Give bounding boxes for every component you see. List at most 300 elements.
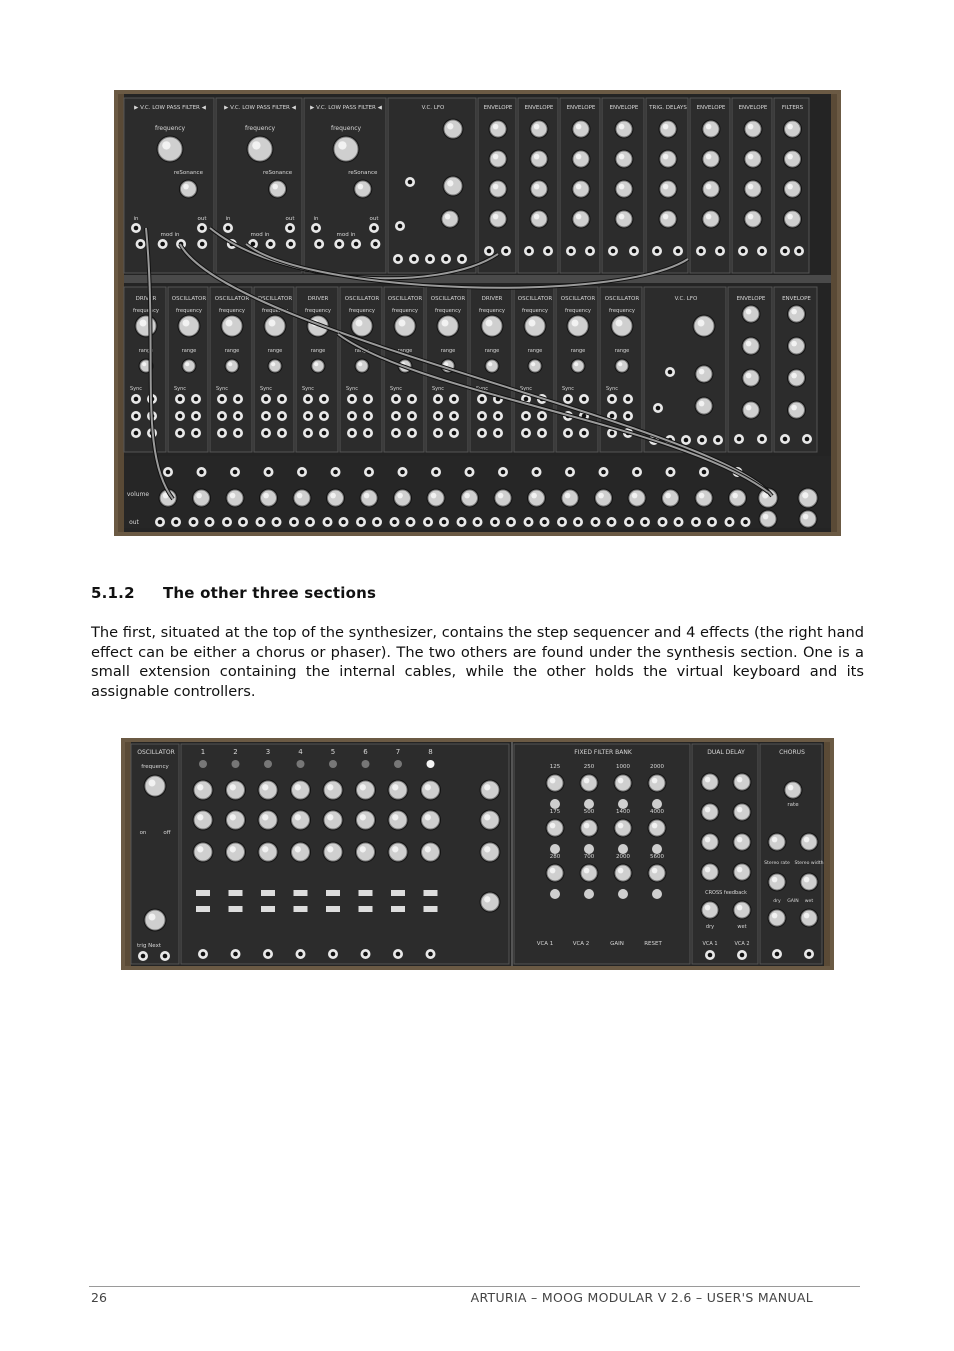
knob-highlight xyxy=(737,867,743,873)
knob-highlight xyxy=(263,493,269,499)
knob xyxy=(615,775,631,791)
knob-highlight xyxy=(230,814,236,820)
knob xyxy=(355,181,371,197)
knob-highlight xyxy=(295,784,301,790)
step-switch xyxy=(261,906,275,912)
knob-highlight xyxy=(705,867,711,873)
jack-hole xyxy=(220,431,225,436)
jack-hole xyxy=(699,249,704,254)
knob-highlight xyxy=(619,184,625,190)
module-title: ▶ V.C. LOW PASS FILTER ◀ xyxy=(310,105,382,111)
knob-highlight xyxy=(360,846,366,852)
knob xyxy=(573,181,589,197)
knob-highlight xyxy=(534,154,540,160)
knob-label: range xyxy=(354,348,370,354)
knob-highlight xyxy=(705,777,711,783)
knob-highlight xyxy=(772,913,778,919)
knob xyxy=(649,775,665,791)
jack-hole xyxy=(504,249,509,254)
knob xyxy=(789,306,805,322)
knob-highlight xyxy=(269,320,276,327)
knob-highlight xyxy=(364,493,370,499)
knob xyxy=(481,893,499,911)
module-title: ENVELOPE xyxy=(736,296,766,302)
row1-module xyxy=(124,98,214,273)
knob xyxy=(801,874,817,890)
knob xyxy=(422,843,440,861)
knob xyxy=(334,137,358,161)
knob-highlight xyxy=(706,154,712,160)
knob-highlight xyxy=(804,913,810,919)
knob xyxy=(227,843,245,861)
jack-hole xyxy=(194,397,199,402)
module-title: TRIG. DELAYS xyxy=(649,105,687,111)
row2-module xyxy=(556,287,598,452)
knob-highlight xyxy=(142,362,146,366)
knob-highlight xyxy=(665,493,671,499)
knob-label: dry xyxy=(773,899,781,904)
knob-highlight xyxy=(534,124,540,130)
footer-rule xyxy=(89,1286,860,1287)
filter-footer-label: VCA 1 xyxy=(536,941,554,947)
knob-label: GAIN xyxy=(787,899,799,904)
band-label: 5600 xyxy=(650,854,664,860)
jack-hole xyxy=(264,414,269,419)
knob xyxy=(145,776,165,796)
jack-hole xyxy=(410,397,415,402)
knob-highlight xyxy=(447,123,453,129)
knob-highlight xyxy=(565,493,571,499)
jack-hole xyxy=(166,470,171,475)
step-led xyxy=(232,760,240,768)
jack-label: out xyxy=(197,216,207,222)
jack-hole xyxy=(236,397,241,402)
band-label: 4000 xyxy=(650,809,664,815)
knob-label: range xyxy=(527,348,543,354)
knob-highlight xyxy=(616,320,623,327)
jack-hole xyxy=(436,414,441,419)
knob-highlight xyxy=(330,493,336,499)
knob-highlight xyxy=(652,868,658,874)
jack-hole xyxy=(266,470,271,475)
jack-label: VCA 1 xyxy=(702,941,718,947)
knob-highlight xyxy=(327,784,333,790)
module-title: OSCILLATOR xyxy=(604,296,640,302)
step-switch xyxy=(424,890,438,896)
knob-highlight xyxy=(531,362,535,366)
jack-hole xyxy=(740,953,745,958)
jack-hole xyxy=(410,414,415,419)
knob xyxy=(660,121,676,137)
knob xyxy=(734,774,750,790)
knob xyxy=(616,151,632,167)
knob xyxy=(734,902,750,918)
jack-hole xyxy=(475,520,480,525)
knob-label: range xyxy=(397,348,413,354)
jack-hole xyxy=(460,257,465,262)
knob-highlight xyxy=(197,814,203,820)
knob xyxy=(529,360,541,372)
knob-highlight xyxy=(360,814,366,820)
knob-label: frequency xyxy=(608,308,636,314)
jack-hole xyxy=(676,249,681,254)
jack-hole xyxy=(496,414,501,419)
step-number: 8 xyxy=(428,748,433,756)
section-title: The other three sections xyxy=(163,584,377,602)
knob xyxy=(357,781,375,799)
jack-label: out xyxy=(285,216,295,222)
jack-hole xyxy=(274,520,279,525)
step-switch xyxy=(294,906,308,912)
knob-label: range xyxy=(440,348,456,354)
knob-small xyxy=(652,844,662,854)
switch-label: on xyxy=(139,830,147,836)
knob-highlight xyxy=(297,493,303,499)
jack-hole xyxy=(194,431,199,436)
jack-label: Sync xyxy=(605,386,619,392)
jack-hole xyxy=(191,520,196,525)
row1-module xyxy=(388,98,476,273)
knob xyxy=(490,151,506,167)
knob-highlight xyxy=(493,154,499,160)
synthesis-section-figure xyxy=(114,90,841,536)
jack-hole xyxy=(480,431,485,436)
jack-hole xyxy=(408,520,413,525)
knob xyxy=(615,865,631,881)
jack-hole xyxy=(694,520,699,525)
knob-highlight xyxy=(748,154,754,160)
knob xyxy=(629,490,645,506)
manual-title: ARTURIA – MOOG MODULAR V 2.6 – USER'S MANUAL xyxy=(470,1290,813,1305)
knob-highlight xyxy=(442,320,449,327)
knob-highlight xyxy=(618,823,624,829)
knob-label: frequency xyxy=(175,308,203,314)
jack-hole xyxy=(410,431,415,436)
knob xyxy=(745,181,761,197)
knob-highlight xyxy=(787,124,793,130)
knob xyxy=(568,316,588,336)
knob xyxy=(616,360,628,372)
knob-highlight xyxy=(705,837,711,843)
knob-label: dry xyxy=(705,924,715,930)
jack-hole xyxy=(392,520,397,525)
jack-hole xyxy=(626,397,631,402)
jack-hole xyxy=(350,431,355,436)
knob-highlight xyxy=(698,320,705,327)
knob xyxy=(596,490,612,506)
step-switch xyxy=(229,890,243,896)
knob-highlight xyxy=(230,784,236,790)
jack-hole xyxy=(560,520,565,525)
jack-label: Sync xyxy=(345,386,359,392)
jack-hole xyxy=(396,257,401,262)
jack-label: Sync xyxy=(129,386,143,392)
jack-hole xyxy=(524,397,529,402)
knob xyxy=(612,316,632,336)
knob xyxy=(734,834,750,850)
knob-highlight xyxy=(314,362,318,366)
knob xyxy=(616,121,632,137)
module-title: DRIVER xyxy=(307,296,329,302)
step-switch xyxy=(196,906,210,912)
knob xyxy=(312,360,324,372)
knob-highlight xyxy=(484,814,490,820)
jack-hole xyxy=(396,952,401,957)
knob-highlight xyxy=(804,877,810,883)
knob-label: reSonance xyxy=(348,170,378,176)
jack-hole xyxy=(134,397,139,402)
knob xyxy=(730,490,746,506)
knob-label: frequency xyxy=(304,308,332,314)
knob xyxy=(616,211,632,227)
knob-highlight xyxy=(185,362,189,366)
jack-hole xyxy=(298,952,303,957)
jack-hole xyxy=(708,953,713,958)
row2-module xyxy=(210,287,252,452)
step-number: 5 xyxy=(330,748,336,756)
jack-hole xyxy=(394,414,399,419)
knob xyxy=(462,490,478,506)
jack-hole xyxy=(225,520,230,525)
knob-label: frequency xyxy=(391,308,419,314)
knob xyxy=(259,781,277,799)
knob xyxy=(801,834,817,850)
jack-hole xyxy=(727,520,732,525)
jack-hole xyxy=(398,224,403,229)
jack-hole xyxy=(366,414,371,419)
band-label: 175 xyxy=(549,809,561,815)
knob xyxy=(194,811,212,829)
knob xyxy=(180,181,196,197)
jack-hole xyxy=(783,249,788,254)
jack-hole xyxy=(797,249,802,254)
row1-module xyxy=(690,98,730,273)
jack-hole xyxy=(542,520,547,525)
knob-highlight xyxy=(618,778,624,784)
knob-highlight xyxy=(295,814,301,820)
step-switch xyxy=(294,890,308,896)
knob-highlight xyxy=(392,846,398,852)
jack-hole xyxy=(710,520,715,525)
knob xyxy=(324,811,342,829)
knob-highlight xyxy=(576,154,582,160)
jack-hole xyxy=(760,249,765,254)
knob xyxy=(352,316,372,336)
knob xyxy=(702,774,718,790)
knob-label: Stereo width xyxy=(794,861,824,866)
knob-highlight xyxy=(550,823,556,829)
jack-hole xyxy=(700,438,705,443)
knob-highlight xyxy=(262,846,268,852)
jack-label: in xyxy=(313,216,319,222)
jack-hole xyxy=(487,249,492,254)
band-label: 280 xyxy=(549,854,561,860)
jack-hole xyxy=(289,242,294,247)
jack-hole xyxy=(233,470,238,475)
knob xyxy=(259,843,277,861)
jack-hole xyxy=(306,414,311,419)
row1-module xyxy=(216,98,302,273)
knob-highlight xyxy=(746,405,752,411)
knob xyxy=(227,811,245,829)
knob xyxy=(547,865,563,881)
band-label: 700 xyxy=(583,854,595,860)
knob xyxy=(572,360,584,372)
jack-hole xyxy=(459,520,464,525)
knob-highlight xyxy=(746,373,752,379)
module-title: OSCILLATOR xyxy=(430,296,466,302)
jack-label: Sync xyxy=(173,386,187,392)
knob-highlight xyxy=(397,493,403,499)
knob-highlight xyxy=(706,214,712,220)
knob xyxy=(547,775,563,791)
jack-hole xyxy=(632,249,637,254)
jack-hole xyxy=(178,414,183,419)
knob-label: frequency xyxy=(261,308,289,314)
jack-hole xyxy=(412,257,417,262)
divider xyxy=(511,742,513,966)
knob-highlight xyxy=(706,184,712,190)
knob-highlight xyxy=(529,320,536,327)
knob-highlight xyxy=(493,124,499,130)
jack-hole xyxy=(444,257,449,262)
knob-small xyxy=(584,799,594,809)
knob-highlight xyxy=(788,785,794,791)
knob xyxy=(769,834,785,850)
knob xyxy=(265,316,285,336)
row1-module xyxy=(478,98,516,273)
sequencer-effects-figure xyxy=(121,738,834,970)
knob-label: frequency xyxy=(564,308,592,314)
knob xyxy=(547,820,563,836)
section-number: 5.1.2 xyxy=(91,584,135,602)
knob-highlight xyxy=(272,184,278,190)
bus-label: volume xyxy=(126,491,150,498)
module-title: OSCILLATOR xyxy=(560,296,596,302)
jack-hole xyxy=(805,437,810,442)
knob-highlight xyxy=(576,124,582,130)
knob xyxy=(702,864,718,880)
row2-module xyxy=(514,287,554,452)
knob xyxy=(789,402,805,418)
jack-hole xyxy=(540,414,545,419)
knob-highlight xyxy=(425,814,431,820)
knob xyxy=(703,151,719,167)
jack-hole xyxy=(434,470,439,475)
knob-label: frequency xyxy=(141,764,169,770)
knob xyxy=(660,211,676,227)
knob xyxy=(531,181,547,197)
knob-highlight xyxy=(572,320,579,327)
knob xyxy=(444,177,462,195)
band-label: 250 xyxy=(583,764,595,770)
knob xyxy=(183,360,195,372)
knob xyxy=(734,864,750,880)
knob-highlight xyxy=(149,914,156,921)
knob-highlight xyxy=(360,784,366,790)
knob xyxy=(581,865,597,881)
knob xyxy=(389,811,407,829)
wood-left xyxy=(125,742,131,966)
jack-hole xyxy=(266,952,271,957)
knob xyxy=(743,338,759,354)
knob xyxy=(270,181,286,197)
row2-module xyxy=(124,287,166,452)
step-led xyxy=(362,760,370,768)
knob-label: frequency xyxy=(218,308,246,314)
knob xyxy=(785,151,801,167)
jack-hole xyxy=(741,249,746,254)
knob-highlight xyxy=(484,896,490,902)
row2-module xyxy=(384,287,424,452)
knob xyxy=(702,804,718,820)
jack-hole xyxy=(743,520,748,525)
knob xyxy=(357,843,375,861)
knob xyxy=(490,121,506,137)
knob xyxy=(615,820,631,836)
knob-highlight xyxy=(706,124,712,130)
wood-right xyxy=(824,742,830,966)
knob-highlight xyxy=(737,905,743,911)
jack-hole xyxy=(626,414,631,419)
knob xyxy=(649,820,665,836)
jack-hole xyxy=(611,249,616,254)
knob xyxy=(495,490,511,506)
jack-hole xyxy=(350,414,355,419)
step-switch xyxy=(391,906,405,912)
band-label: 500 xyxy=(583,809,595,815)
jack-hole xyxy=(220,397,225,402)
jack-hole xyxy=(367,470,372,475)
knob-highlight xyxy=(652,823,658,829)
knob xyxy=(616,181,632,197)
knob-highlight xyxy=(327,814,333,820)
knob-small xyxy=(652,889,662,899)
knob-small xyxy=(550,799,560,809)
knob xyxy=(444,120,462,138)
knob-highlight xyxy=(162,141,170,149)
jack-hole xyxy=(436,397,441,402)
knob xyxy=(581,775,597,791)
knob-highlight xyxy=(699,401,705,407)
knob xyxy=(769,874,785,890)
knob-highlight xyxy=(356,320,363,327)
jack-hole xyxy=(322,397,327,402)
knob xyxy=(660,181,676,197)
module-title: OSCILLATOR xyxy=(257,296,293,302)
knob xyxy=(703,121,719,137)
knob-highlight xyxy=(802,492,808,498)
jack-hole xyxy=(568,470,573,475)
band-label: 1400 xyxy=(616,809,630,815)
module-title: DRIVER xyxy=(481,296,503,302)
knob-highlight xyxy=(791,309,797,315)
jack-hole xyxy=(426,520,431,525)
knob-highlight xyxy=(663,214,669,220)
row1-module xyxy=(774,98,809,273)
jack-hole xyxy=(233,952,238,957)
knob-highlight xyxy=(732,493,738,499)
jack-hole xyxy=(655,249,660,254)
knob xyxy=(745,211,761,227)
jack-hole xyxy=(373,242,378,247)
knob xyxy=(158,137,182,161)
knob xyxy=(227,490,243,506)
jack-hole xyxy=(394,397,399,402)
knob-highlight xyxy=(699,493,705,499)
step-switch xyxy=(391,890,405,896)
knob-highlight xyxy=(425,846,431,852)
